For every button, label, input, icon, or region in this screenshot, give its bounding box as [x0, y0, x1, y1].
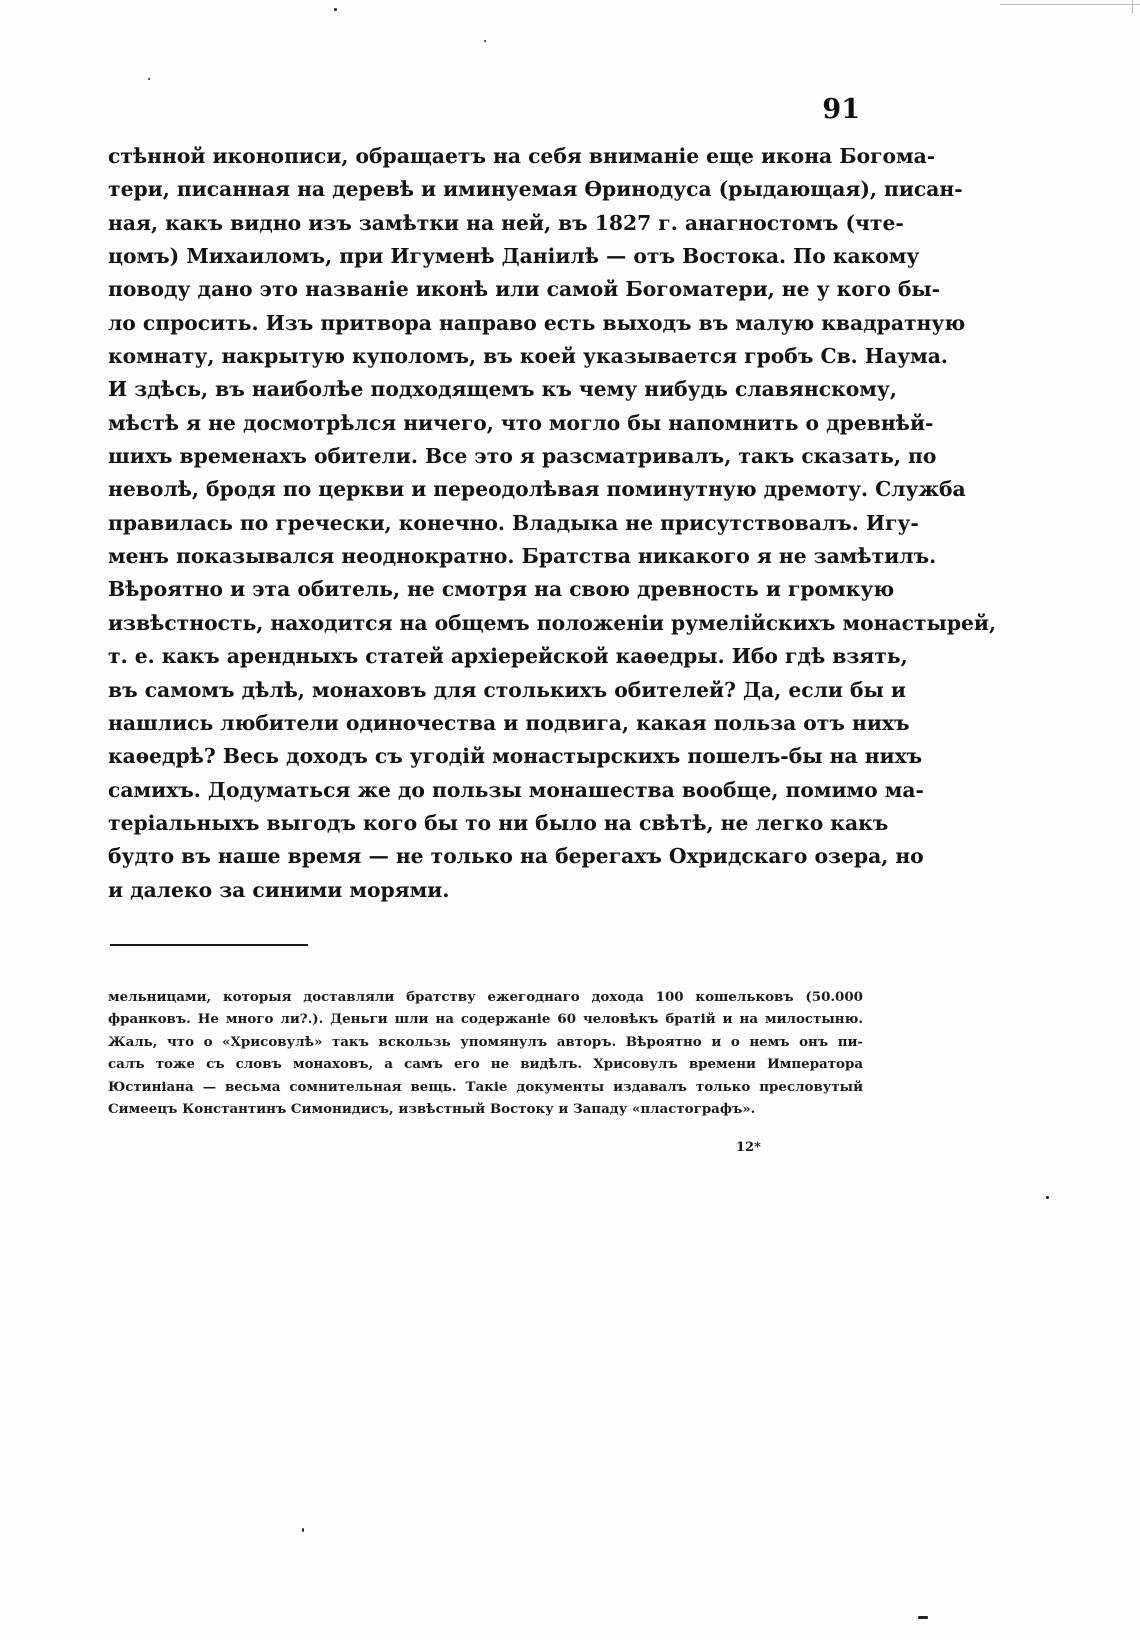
scan-speck	[302, 1528, 304, 1532]
scan-speck	[334, 8, 337, 11]
printer-signature-mark: 12*	[736, 1140, 761, 1155]
footnote-line: салъ тоже съ словъ монаховъ, а самъ его не видѣлъ. Хрисовулъ времени Императора	[108, 1056, 863, 1073]
text-line: менъ показывался неоднократно. Братства никакого я не замѣтилъ.	[108, 544, 937, 569]
text-line: тери, писанная на деревѣ и иминуемая Ѳринодуса (рыдающая), писан-	[108, 177, 963, 202]
text-line: мѣстѣ я не досмотрѣлся ничего, что могло бы напомнить о древнѣй-	[108, 410, 934, 435]
footnote-line: Жаль, что о «Хрисовулѣ» такъ вскользь упомянулъ авторъ. Вѣроятно и о немъ онъ пи-	[108, 1033, 863, 1050]
scan-speck	[148, 78, 150, 80]
text-line: т. е. какъ арендныхъ статей архіерейской каѳедры. Ибо гдѣ взять,	[108, 644, 908, 669]
page-number: 91	[822, 94, 860, 125]
text-line: въ самомъ дѣлѣ, монаховъ для столькихъ обителей? Да, если бы и	[108, 677, 906, 702]
text-line: Вѣроятно и эта обитель, не смотря на свою древность и громкую	[108, 577, 895, 602]
footnote-line: франковъ. Не много ли?.). Деньги шли на содержаніе 60 человѣкъ братій и на милостыню.	[108, 1011, 863, 1028]
text-line: нашлись любители одиночества и подвига, какая польза отъ нихъ	[108, 710, 910, 735]
scan-edge-line	[1132, 0, 1133, 14]
text-line: и далеко за синими морями.	[108, 877, 450, 902]
scan-speck	[484, 40, 486, 42]
text-line: шихъ временахъ обители. Все это я разсматривалъ, такъ сказать, по	[108, 444, 937, 469]
text-line: каѳедрѣ? Весь доходъ съ угодій монастырскихъ пошелъ-бы на нихъ	[108, 744, 923, 769]
text-line: поводу дано это названіе иконѣ или самой Богоматери, не у кого бы-	[108, 277, 941, 302]
text-line: правилась по гречески, конечно. Владыка не присутствовалъ. Игу-	[108, 510, 919, 535]
footnote-line: Юстиніана — весьма сомнительная вещь. Такіе документы издавалъ только пресловутый	[108, 1078, 863, 1095]
text-line: стѣнной иконописи, обращаетъ на себя вниманіе еще икона Богома-	[108, 144, 936, 168]
text-line: ная, какъ видно изъ замѣтки на ней, въ 1827 г. анагностомъ (чте-	[108, 210, 904, 235]
footnote-separator	[110, 944, 308, 946]
text-line: И здѣсь, въ наиболѣе подходящемъ къ чему нибудь славянскому,	[108, 377, 897, 402]
text-line: извѣстность, находится на общемъ положеніи румелійскихъ монастырей,	[108, 610, 997, 635]
footnote-line: Симеецъ Константинъ Симонидисъ, извѣстный Востоку и Западу «пластографъ».	[108, 1101, 756, 1118]
text-line: неволѣ, бродя по церкви и переодолѣвая поминутную дремоту. Служба	[108, 477, 966, 502]
footnote-line: мельницами, которыя доставляли братству ежегоднаго дохода 100 кошельковъ (50.000	[108, 989, 863, 1005]
text-line: цомъ) Михаиломъ, при Игуменѣ Даніилѣ — отъ Востока. По какому	[108, 244, 920, 269]
main-text	[108, 140, 997, 907]
text-line: будто въ наше время — не только на берегахъ Охридскаго озера, но	[108, 844, 924, 869]
text-line: теріальныхъ выгодъ кого бы то ни было на свѣтѣ, не легко какъ	[108, 810, 889, 835]
text-line: самихъ. Додуматься же до пользы монашества вообще, помимо ма-	[108, 777, 924, 802]
scan-edge-line	[1000, 4, 1140, 5]
text-line: ло спросить. Изъ притвора направо есть выходъ въ малую квадратную	[108, 310, 966, 335]
scan-speck	[1046, 1196, 1049, 1199]
footnote-text	[108, 986, 863, 1120]
text-line: комнату, накрытую куполомъ, въ коей указывается гробъ Св. Наума.	[108, 344, 948, 369]
scan-speck	[918, 1616, 928, 1619]
